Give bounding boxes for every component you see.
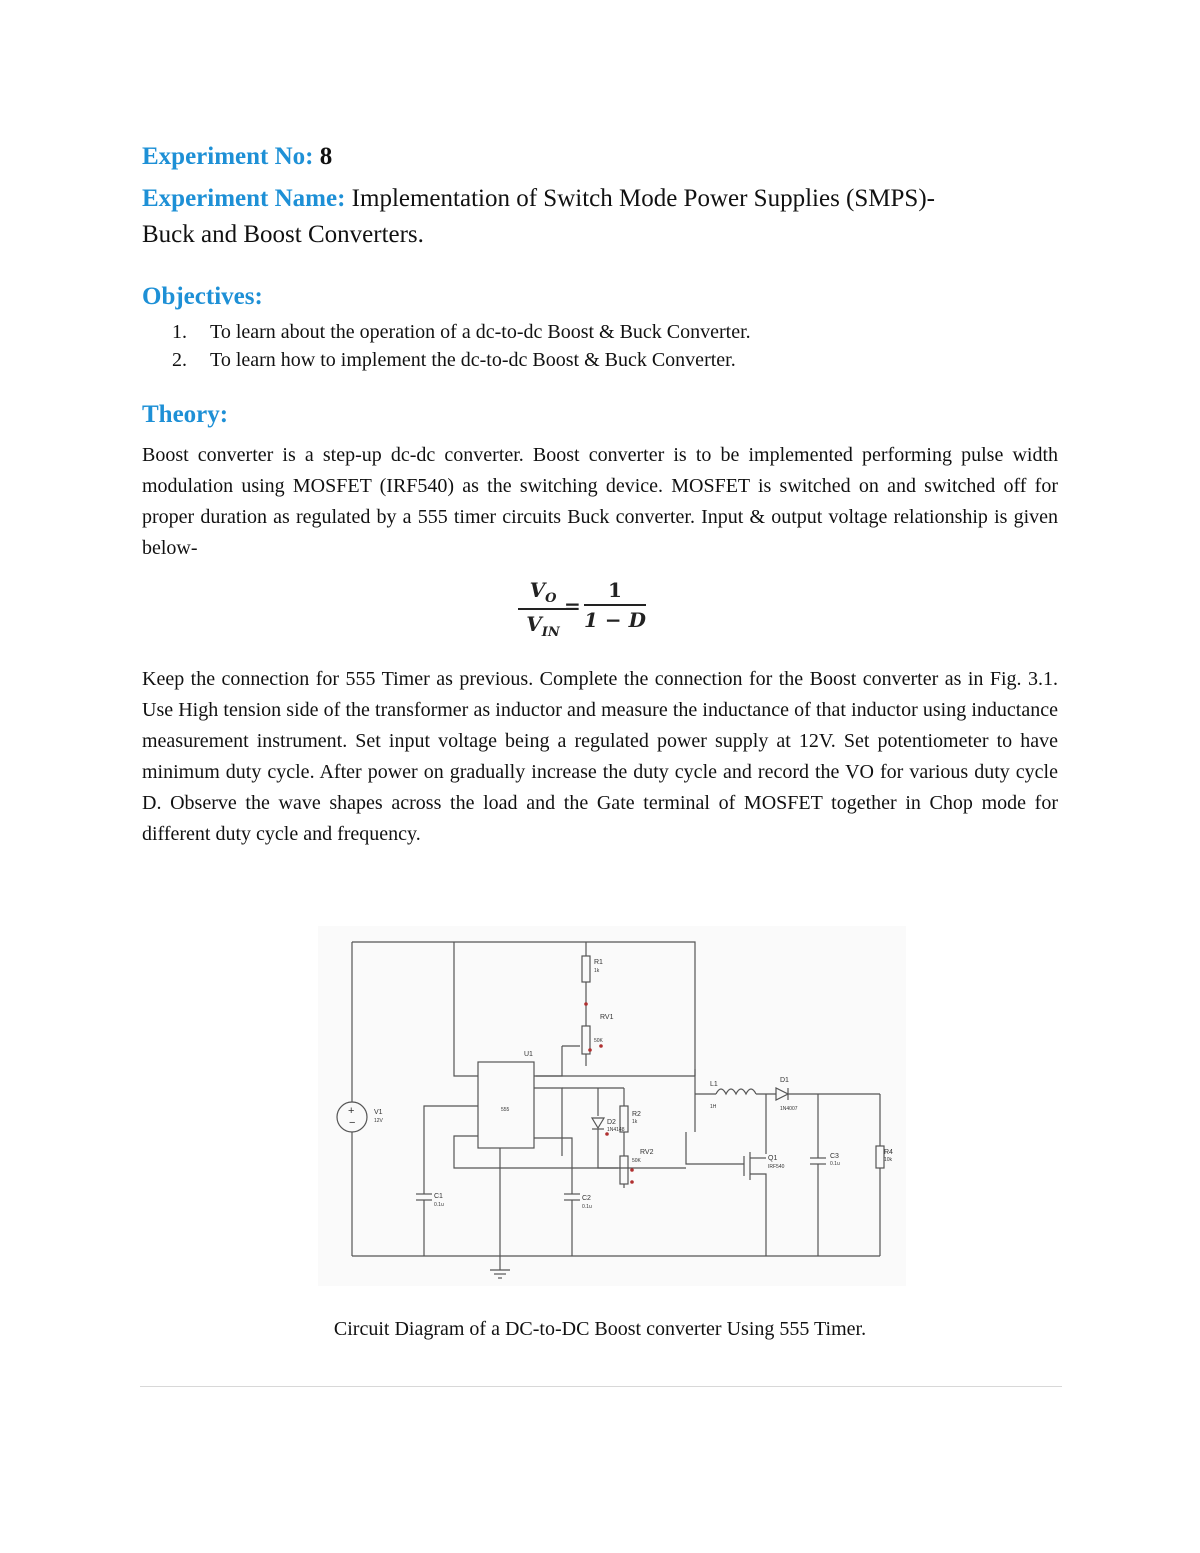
list-item-number: 1. — [172, 321, 187, 343]
label-r4-value: 10k — [884, 1157, 893, 1163]
label-d2-value: 1N4148 — [607, 1127, 625, 1133]
label-r2-value: 1k — [632, 1119, 638, 1125]
formula-lhs — [518, 578, 568, 640]
label-q1: Q1 — [768, 1155, 778, 1162]
svg-text:−: − — [349, 1117, 356, 1129]
theory-paragraph-1: Boost converter is a step-up dc-dc converter. Boost converter is to be implemented performing pulse width modulation using MOSFET (IRF540) as the switching device. MOSFET is switched on and switched off for proper duration as regulated by a 555 timer circuits Buck converter. Input & output voltage relationship is given below- — [142, 444, 1058, 559]
formula-lhs-den: V — [526, 612, 542, 636]
label-rv1-value: 50K — [594, 1038, 603, 1044]
label-r1-value: 1k — [594, 968, 600, 974]
experiment-name — [142, 181, 1062, 253]
list-item-number: 2. — [172, 349, 187, 371]
label-rv2: RV2 — [640, 1149, 654, 1156]
label-c1: C1 — [434, 1193, 443, 1200]
label-r2: R2 — [632, 1111, 641, 1118]
svg-text:+: + — [348, 1105, 355, 1117]
list-item — [172, 318, 751, 346]
label-q1-value: IRF540 — [768, 1164, 785, 1170]
label-r1: R1 — [594, 959, 603, 966]
formula-lhs-den-sub: IN — [541, 625, 560, 640]
formula-lhs-num: V — [529, 578, 546, 602]
formula-rhs — [584, 578, 646, 632]
label-c2-value: 0.1u — [582, 1204, 592, 1210]
experiment-name-label: Experiment Name: — [142, 185, 346, 212]
theory-heading: Theory: — [142, 401, 229, 428]
label-rv2-value: 50K — [632, 1158, 641, 1164]
label-d1-value: 1N4007 — [780, 1106, 798, 1112]
figure-caption: Circuit Diagram of a DC-to-DC Boost converter Using 555 Timer. — [333, 1318, 867, 1340]
theory-paragraph-2: Keep the connection for 555 Timer as previous. Complete the connection for the Boost converter as in Fig. 3.1. Use High tension side of the transformer as inductor and measure the inductance of that inductor using inductance measurement instrument. Set input voltage being a regulated power supply at 12V. Set potentiometer to have minimum duty cycle. After power on gradually increase the duty cycle and record the VO for various duty cycle D. Observe the wave shapes across the load and the Gate terminal of MOSFET together in Chop mode for different duty cycle and frequency. — [142, 668, 1058, 845]
formula-equals: = — [564, 594, 581, 618]
label-v1-value: 12V — [374, 1118, 383, 1124]
list-item-text: To learn about the operation of a dc-to-dc Boost & Buck Converter. — [210, 321, 751, 343]
formula-rhs-num: 1 — [608, 578, 622, 602]
label-c3: C3 — [830, 1153, 839, 1160]
label-r4: R4 — [884, 1149, 893, 1156]
label-c3-value: 0.1u — [830, 1161, 840, 1167]
label-u1: U1 — [524, 1051, 533, 1058]
label-c2: C2 — [582, 1195, 591, 1202]
objectives-heading: Objectives: — [142, 283, 263, 310]
voltage-ratio-formula — [518, 578, 678, 638]
formula-rhs-den: 1 − D — [584, 608, 646, 632]
label-d2: D2 — [607, 1119, 616, 1126]
page-divider — [140, 1386, 1062, 1387]
experiment-number — [142, 143, 332, 171]
circuit-diagram-svg — [318, 926, 906, 1286]
experiment-number-label: Experiment No: — [142, 143, 314, 170]
label-v1: V1 — [374, 1109, 383, 1116]
formula-lhs-num-sub: O — [545, 591, 557, 606]
objectives-list — [172, 318, 751, 374]
label-u1-chip: 555 — [501, 1107, 510, 1113]
experiment-name-value-line2: Buck and Boost Converters. — [142, 221, 424, 248]
label-d1: D1 — [780, 1077, 789, 1084]
label-l1: L1 — [710, 1081, 718, 1088]
list-item — [172, 346, 751, 374]
label-rv1: RV1 — [600, 1014, 614, 1021]
label-l1-value: 1H — [710, 1104, 717, 1110]
circuit-diagram — [318, 926, 906, 1286]
experiment-name-value: Implementation of Switch Mode Power Supplies (SMPS)- — [351, 185, 935, 212]
experiment-number-value: 8 — [319, 143, 333, 170]
label-c1-value: 0.1u — [434, 1202, 444, 1208]
list-item-text: To learn how to implement the dc-to-dc Boost & Buck Converter. — [210, 349, 736, 371]
